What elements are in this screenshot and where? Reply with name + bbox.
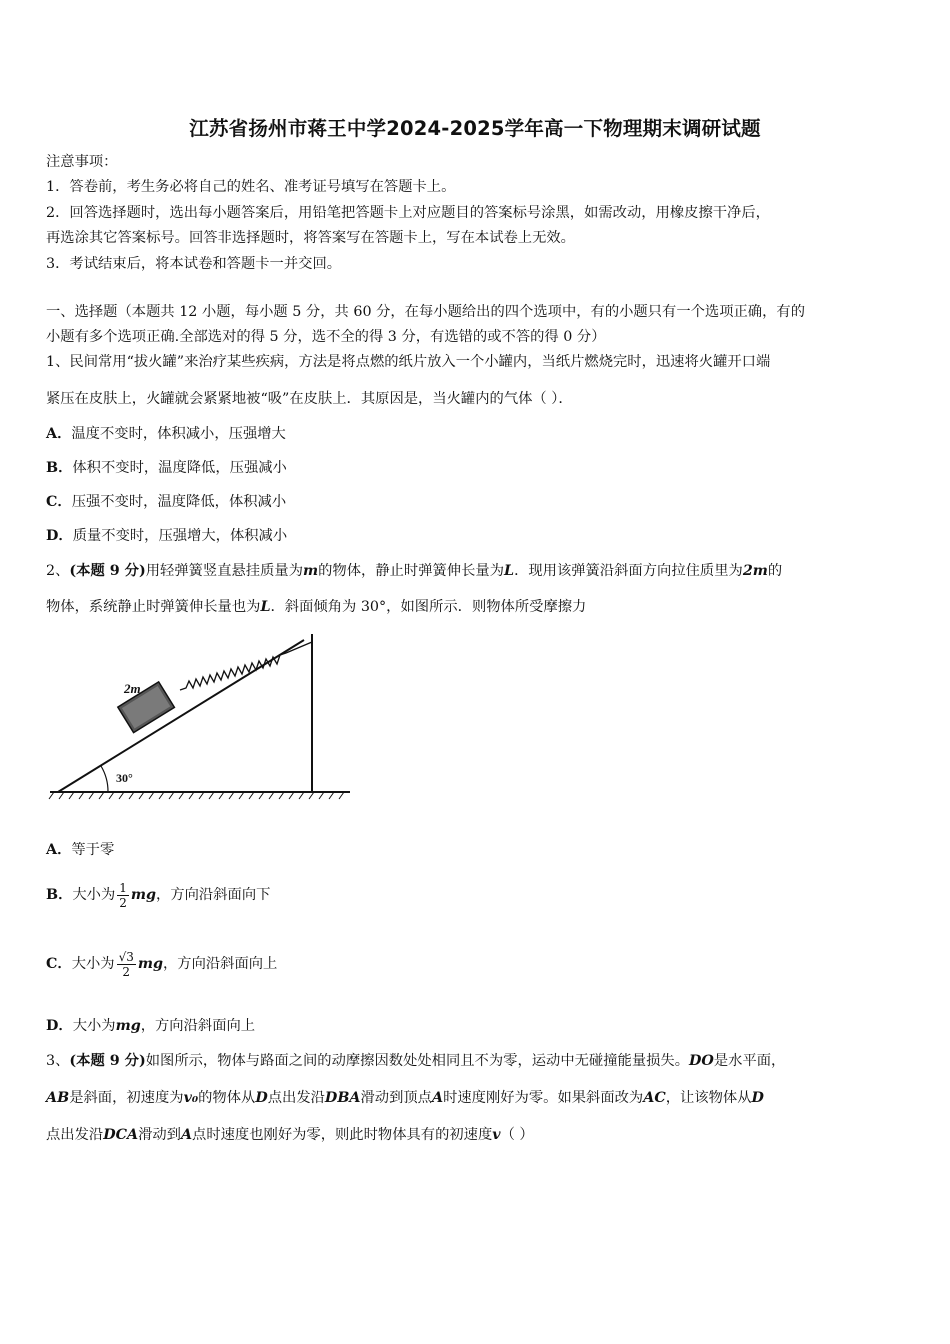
incline-spring-figure <box>46 628 356 810</box>
spring <box>180 642 312 690</box>
option-text: 压强不变时，温度降低，体积减小 <box>71 494 287 510</box>
question-3-text: 点出发沿DCA滑动到A点时速度也刚好为零，则此时物体具有的初速度v（ ） <box>46 1127 534 1143</box>
section-instructions: 小题有多个选项正确.全部选对的得 5 分，选不全的得 3 分，有选错的或不答的得 0 分） <box>46 329 606 345</box>
notice-item: 2．回答选择题时，选出每小题答案后，用铅笔把答题卡上对应题目的答案标号涂黑，如需改动，用橡皮擦干净后， <box>46 205 770 221</box>
option-label: B． <box>46 460 73 476</box>
option-text: 体积不变时，温度降低，压强减小 <box>72 460 287 476</box>
ground-hatch <box>49 792 344 799</box>
question-1-option-a <box>46 424 286 444</box>
question-3-text: 3、(本题 9 分)如图所示，物体与路面之间的动摩擦因数处处相同且不为零，运动中无碰撞能量损失。DO是水平面， <box>46 1053 786 1069</box>
notice-header: 注意事项： <box>46 154 118 170</box>
option-text: 温度不变时，体积减小，压强增大 <box>71 426 286 442</box>
mass-label: 2m <box>124 681 141 696</box>
option-label: A． <box>46 426 72 442</box>
option-label: D． <box>46 528 73 544</box>
incline-diagram <box>46 628 356 806</box>
angle-label: 30° <box>116 771 133 785</box>
fraction-one-half: $\frac{1}{2}$ <box>119 880 127 910</box>
question-2-option-d: D．大小为mg，方向沿斜面向上 <box>46 1018 256 1034</box>
question-1-text: 1、民间常用“拔火罐”来治疗某些疾病，方法是将点燃的纸片放入一个小罐内，当纸片燃烧完时，迅速将火罐开口端 <box>46 354 771 370</box>
option-label: C． <box>46 494 72 510</box>
question-1-option-c <box>46 492 286 512</box>
incline-surface <box>58 640 304 792</box>
notice-item: 1．答卷前，考生务必将自己的姓名、准考证号填写在答题卡上。 <box>46 179 456 195</box>
angle-arc <box>101 766 108 792</box>
section-instructions: 一、选择题（本题共 12 小题，每小题 5 分，共 60 分，在每小题给出的四个选项中，有的小题只有一个选项正确，有的 <box>46 304 805 320</box>
option-text: 质量不变时，压强增大，体积减小 <box>72 528 288 544</box>
question-2-option-c: C．大小为 $\frac{√3}{2}$ mg，方向沿斜面向上 <box>46 949 278 979</box>
question-3-text: AB是斜面，初速度为v₀的物体从D点出发沿DBA滑动到顶点A时速度刚好为零。如果斜面改为AC，让该物体从D <box>46 1090 764 1106</box>
question-2-text: 物体，系统静止时弹簧伸长量也为L．斜面倾角为 30°，如图所示．则物体所受摩擦力 <box>46 599 587 615</box>
question-2-option-a: A．等于零 <box>46 842 115 858</box>
question-1-text: 紧压在皮肤上，火罐就会紧紧地被“吸”在皮肤上．其原因是，当火罐内的气体（ ）． <box>46 391 573 407</box>
question-2-text: 2、(本题 9 分)用轻弹簧竖直悬挂质量为m的物体，静止时弹簧伸长量为L．现用该弹簧沿斜面方向拉住质里为2m的 <box>46 563 783 579</box>
notice-item: 3．考试结束后，将本试卷和答题卡一并交回。 <box>46 256 342 272</box>
fraction-sqrt3-half: $\frac{√3}{2}$ <box>118 949 134 979</box>
question-1-option-d <box>46 526 287 546</box>
notice-item: 再选涂其它答案标号。回答非选择题时，将答案写在答题卡上，写在本试卷上无效。 <box>46 230 575 246</box>
question-1-option-b <box>46 458 287 478</box>
page-title: 江苏省扬州市蒋王中学2024-2025学年高一下物理期末调研试题 <box>189 117 761 140</box>
question-2-option-b: B．大小为 $\frac{1}{2}$ mg，方向沿斜面向下 <box>46 880 271 910</box>
